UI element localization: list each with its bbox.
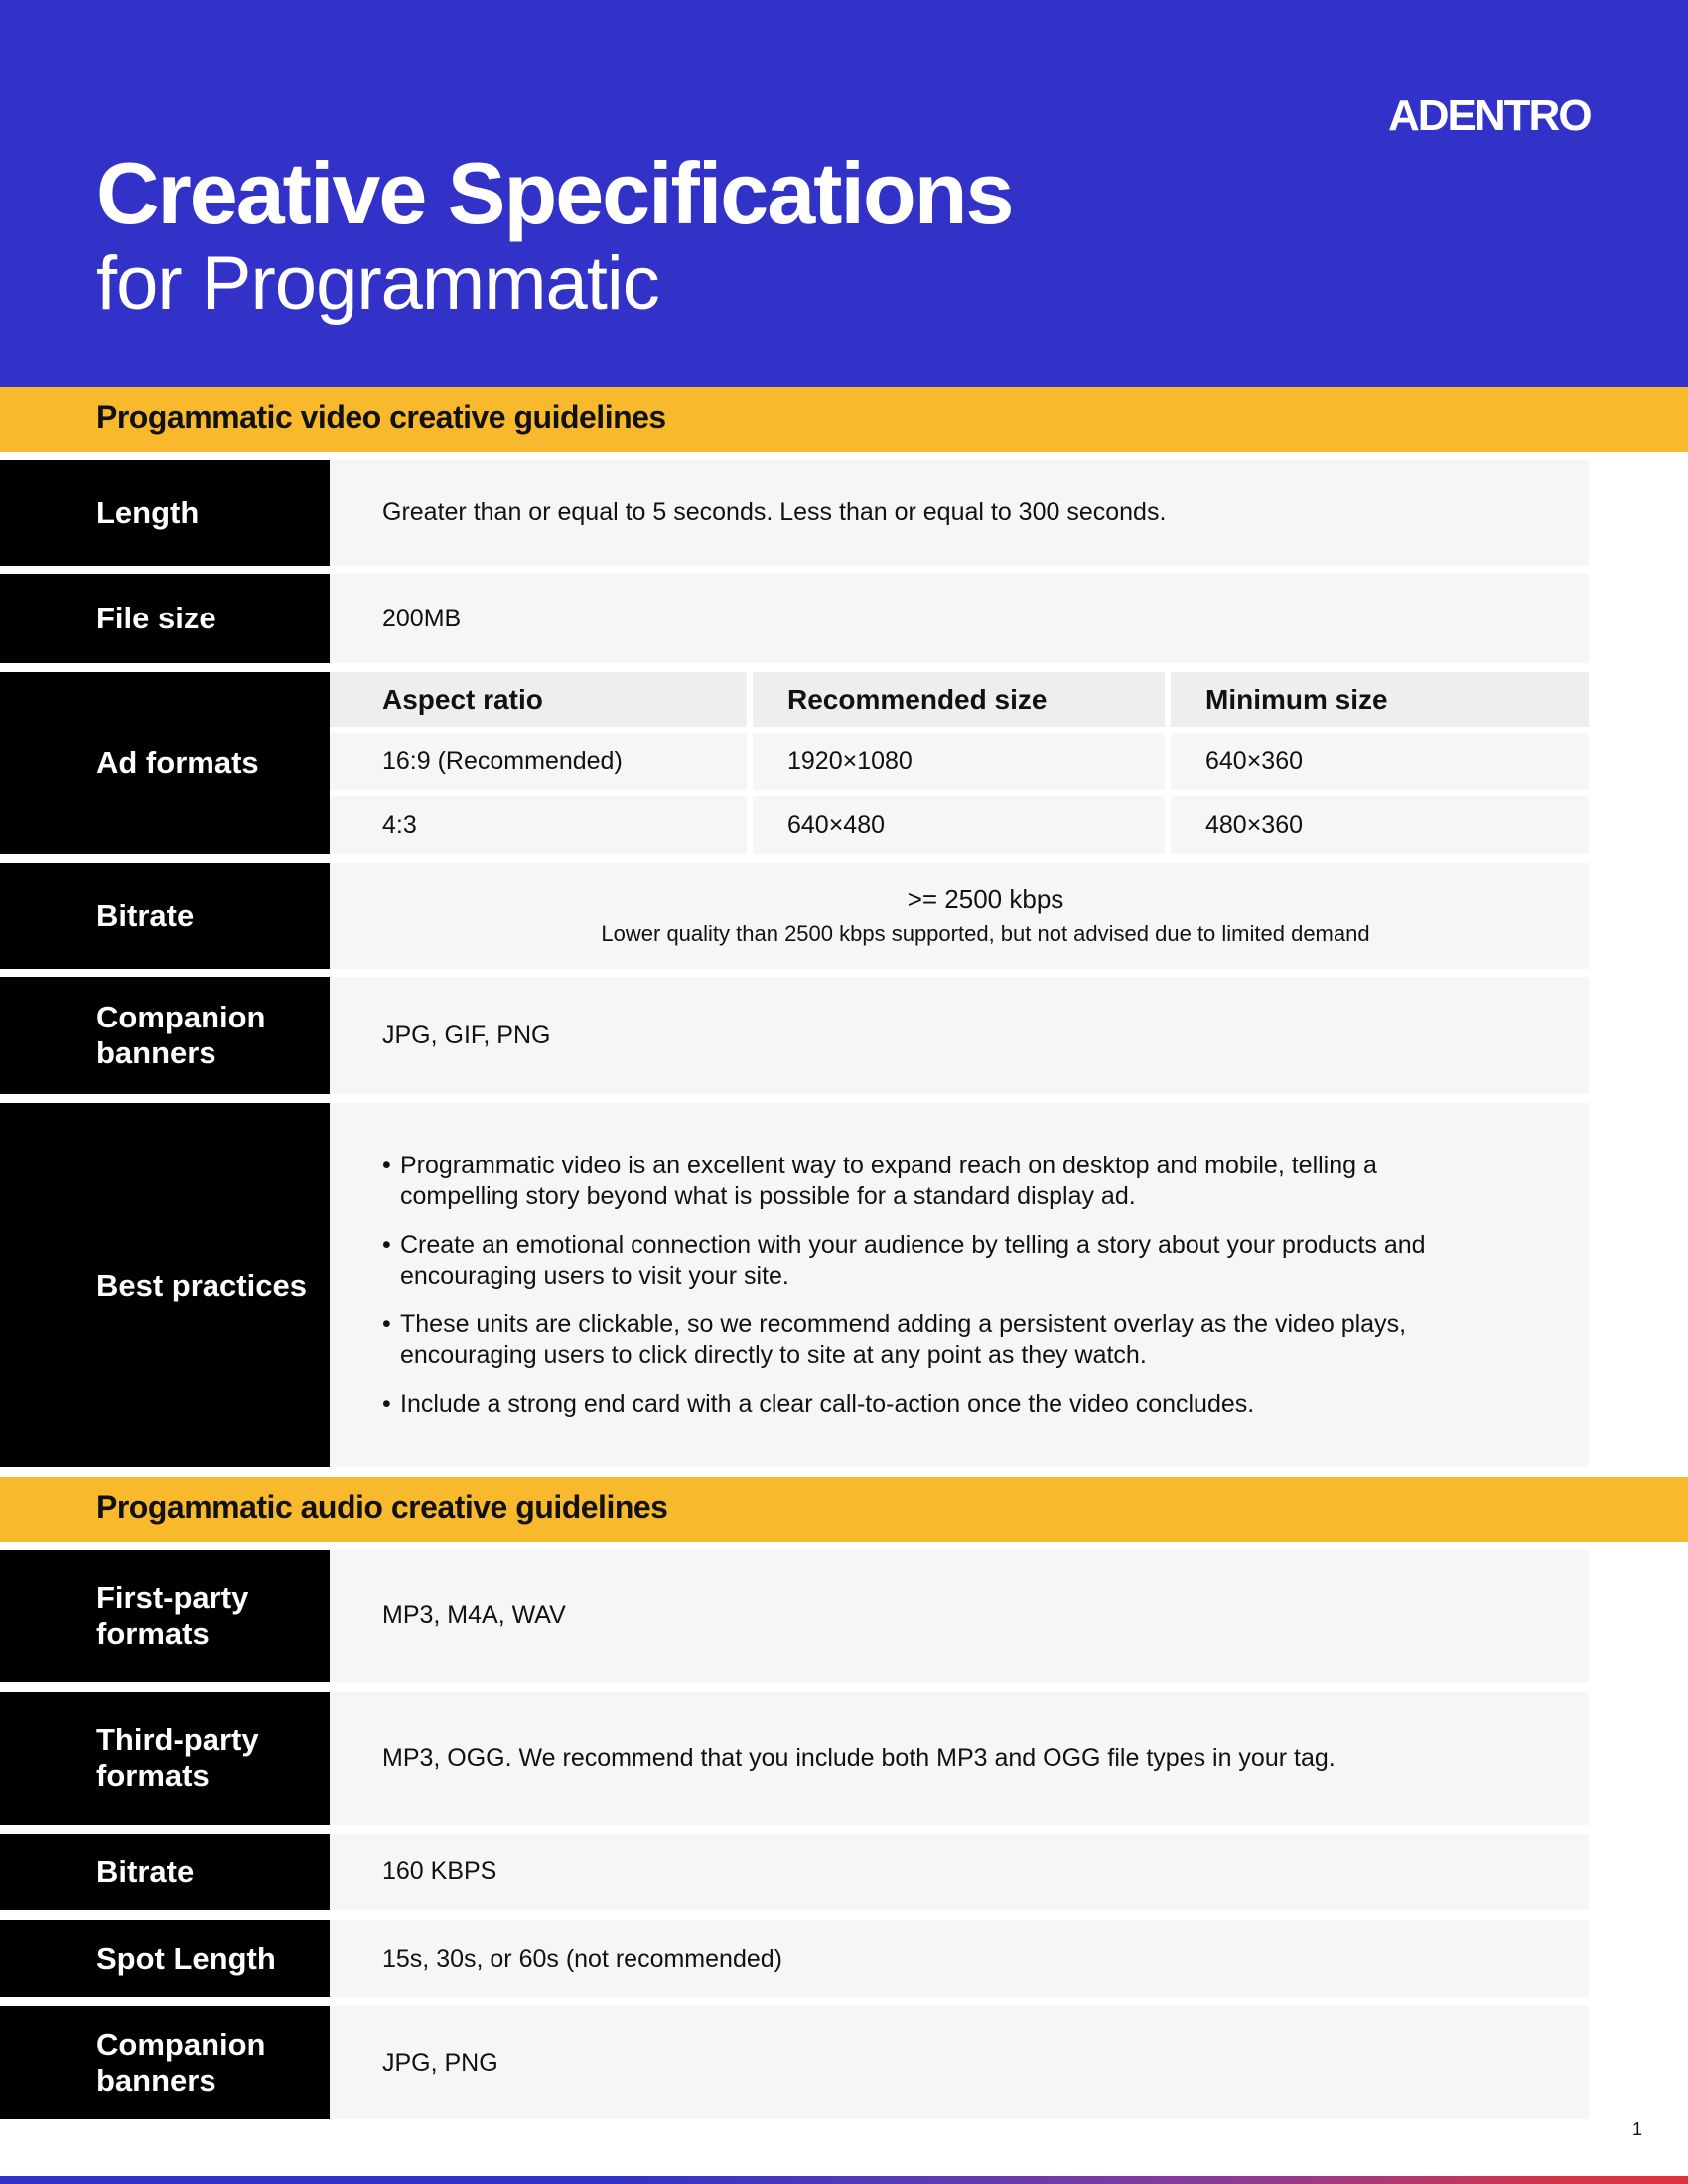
row-value: MP3, M4A, WAV <box>330 1550 1589 1682</box>
audio-third-party-row <box>0 1692 1589 1825</box>
video-companion-banners-row <box>0 977 1589 1094</box>
row-value <box>330 863 1589 969</box>
ad-formats-header-aspect-ratio: Aspect ratio <box>330 672 747 727</box>
video-section-heading-bar <box>0 387 1688 452</box>
row-label: Companion banners <box>0 2006 330 2119</box>
audio-companion-banners-row <box>0 2006 1589 2119</box>
row-value: Greater than or equal to 5 seconds. Less than or equal to 300 seconds. <box>330 460 1589 566</box>
best-practices-list <box>382 1151 1499 1420</box>
list-item: • Create an emotional connection with your audience by telling a story about your products and encouraging users to visit your site. <box>382 1230 1499 1292</box>
row-label: Spot Length <box>0 1920 330 1997</box>
row-label: File size <box>0 574 330 663</box>
video-length-row <box>0 460 1589 566</box>
row-label: Ad formats <box>0 672 330 854</box>
row-label: Bitrate <box>0 863 330 969</box>
video-section-heading: Progammatic video creative guidelines <box>96 399 666 435</box>
brand-logo: ADENTRO <box>1388 91 1591 140</box>
page-number: 1 <box>1632 2119 1643 2139</box>
row-label: Companion banners <box>0 977 330 1094</box>
page-header <box>0 0 1688 387</box>
ad-formats-cell: 480×360 <box>1171 796 1589 854</box>
footer-gradient-strip <box>0 2176 1688 2184</box>
row-value: JPG, GIF, PNG <box>330 977 1589 1094</box>
ad-formats-cell: 640×360 <box>1171 733 1589 790</box>
page-subtitle: for Programmatic <box>96 241 659 326</box>
audio-bitrate-row <box>0 1834 1589 1910</box>
list-item: • Programmatic video is an excellent way to expand reach on desktop and mobile, telling a compelling story beyond what is possible for a standard display ad. <box>382 1151 1499 1212</box>
audio-section-heading: Progammatic audio creative guidelines <box>96 1489 668 1525</box>
ad-formats-header-recommended-size: Recommended size <box>753 672 1165 727</box>
audio-first-party-row <box>0 1550 1589 1682</box>
ad-formats-cell: 640×480 <box>753 796 1165 854</box>
row-value: 160 KBPS <box>330 1834 1589 1910</box>
row-label: Best practices <box>0 1103 330 1467</box>
video-bitrate-row <box>0 863 1589 969</box>
video-file-size-row <box>0 574 1589 663</box>
ad-formats-cell: 4:3 <box>330 796 747 854</box>
list-item: • Include a strong end card with a clear call-to-action once the video concludes. <box>382 1389 1499 1420</box>
row-value: 15s, 30s, or 60s (not recommended) <box>330 1920 1589 1997</box>
bitrate-note: Lower quality than 2500 kbps supported, but not advised due to limited demand <box>601 921 1370 946</box>
row-value <box>330 1103 1589 1467</box>
ad-formats-cell: 16:9 (Recommended) <box>330 733 747 790</box>
page-title: Creative Specifications <box>96 144 1013 242</box>
row-value: JPG, PNG <box>330 2006 1589 2119</box>
audio-section-heading-bar <box>0 1477 1688 1542</box>
bitrate-value: >= 2500 kbps <box>907 885 1064 914</box>
ad-formats-cell: 1920×1080 <box>753 733 1165 790</box>
row-label: Third-party formats <box>0 1692 330 1825</box>
video-best-practices-row <box>0 1103 1589 1467</box>
row-value: MP3, OGG. We recommend that you include both MP3 and OGG file types in your tag. <box>330 1692 1589 1825</box>
row-value: 200MB <box>330 574 1589 663</box>
ad-formats-header-minimum-size: Minimum size <box>1171 672 1589 727</box>
audio-spot-length-row <box>0 1920 1589 1997</box>
row-label: Length <box>0 460 330 566</box>
row-label: Bitrate <box>0 1834 330 1910</box>
list-item: • These units are clickable, so we recommend adding a persistent overlay as the video plays, encouraging users to click directly to site at any point as they watch. <box>382 1309 1499 1371</box>
row-label: First-party formats <box>0 1550 330 1682</box>
